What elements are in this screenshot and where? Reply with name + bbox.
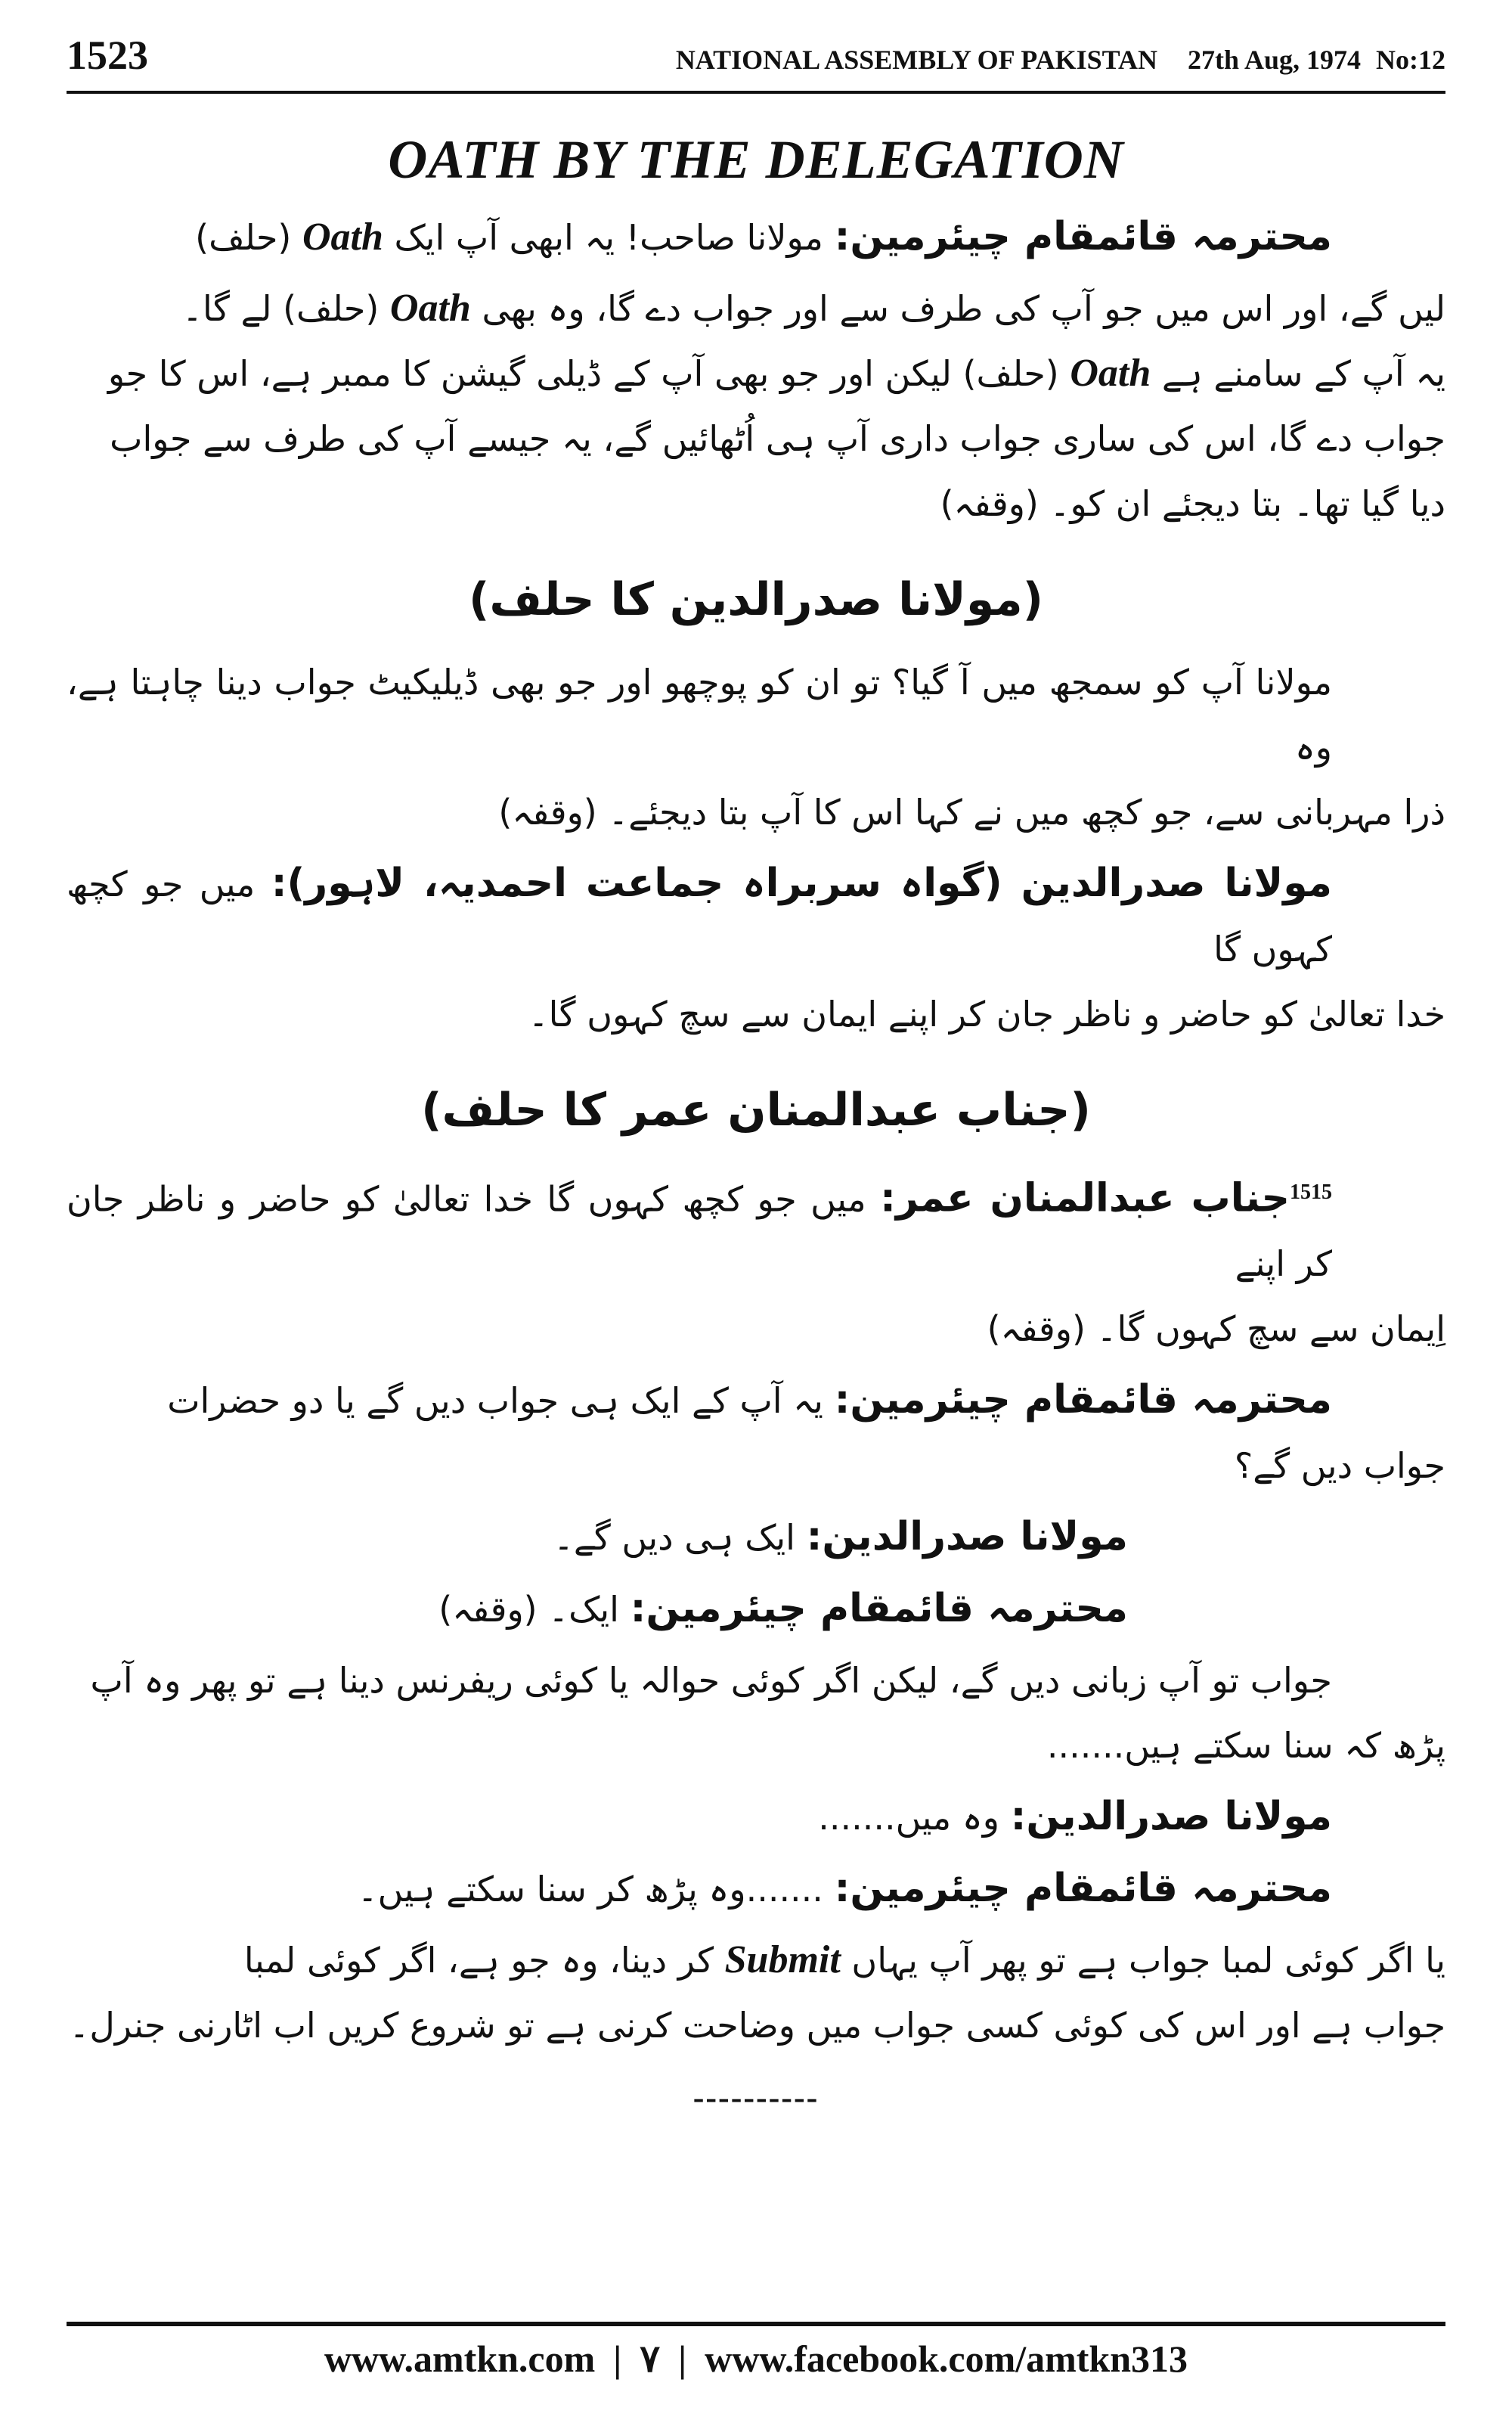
english-word-oath: Oath xyxy=(302,216,383,259)
section-heading: (جناب عبدالمنان عمر کا حلف) xyxy=(421,1084,1091,1137)
speaker-abdul-mannan: جناب عبدالمنان عمر: xyxy=(880,1175,1290,1221)
paragraph-oath-abdul-mannan xyxy=(67,1160,1445,1361)
english-word-oath: Oath xyxy=(389,287,471,330)
text-segment: میں جو کچھ کہوں گا xyxy=(67,864,1332,970)
header-info xyxy=(646,44,1445,76)
text-line: جواب تو آپ زبانی دیں گے، لیکن اگر کوئی حوالہ یا کوئی ریفرنس دینا ہے تو پھر وہ آپ xyxy=(90,1660,1332,1702)
page-title: OATH BY THE DELEGATION xyxy=(388,129,1124,190)
speaker-sadruddin: مولانا صدرالدین: xyxy=(806,1514,1128,1560)
page-number: 1523 xyxy=(67,33,148,78)
paragraph-oath-sadruddin xyxy=(67,851,1445,1047)
footnote-marker: 1515 xyxy=(1289,1181,1332,1204)
text-segment: میں جو کچھ کہوں گا خدا تعالیٰ کو حاضر و ناظر جان کر اپنے xyxy=(67,1178,1332,1285)
text-line: لیں گے، اور اس میں جو آپ کی طرف سے اور جواب دے گا، وہ بھی xyxy=(482,288,1445,329)
footer-page-mark: ۷ xyxy=(640,2338,661,2380)
text-line: مولانا آپ کو سمجھ میں آ گیا؟ تو ان کو پوچھو اور جو بھی ڈیلیکیٹ جواب دینا چاہتا ہے، وہ xyxy=(67,662,1332,768)
text-line: اِیمان سے سچ کہوں گا۔ (وقفہ) xyxy=(987,1308,1445,1350)
english-word-oath: Oath xyxy=(1070,352,1151,395)
section-separator: ---------- xyxy=(692,2079,820,2117)
speaker-chairman: محترمہ قائمقام چیئرمین: xyxy=(834,1377,1332,1423)
text-segment: کر دینا، وہ جو ہے، اگر کوئی لمبا xyxy=(243,1940,714,1981)
footer-facebook-link[interactable]: www.facebook.com/amtkn313 xyxy=(705,2338,1188,2380)
text-segment: .......وہ پڑھ کر سنا سکتے ہیں۔ xyxy=(357,1869,823,1910)
english-word-submit: Submit xyxy=(724,1938,841,1982)
text-segment: (حلف) لیکن اور جو بھی آپ کے ڈیلی گیشن کا ممبر ہے، اس کا جو xyxy=(107,353,1059,394)
text-segment: ایک ہی دیں گے۔ xyxy=(553,1517,795,1559)
text-line: خدا تعالیٰ کو حاضر و ناظر جان کر اپنے ایمان سے سچ کہوں گا۔ xyxy=(528,994,1445,1035)
text-segment: (حلف) لے گا۔ xyxy=(182,288,380,329)
text-line: پڑھ کہ سنا سکتے ہیں....... xyxy=(1046,1725,1445,1767)
text-segment: (حلف) xyxy=(195,217,292,258)
text-line: جواب دے گا، اس کی ساری جواب داری آپ ہی اُٹھائیں گے، یہ جیسے آپ کی طرف سے جواب xyxy=(110,418,1445,459)
footer-divider xyxy=(67,2322,1445,2326)
paragraph-instruction xyxy=(67,650,1445,845)
speaker-chairman: محترمہ قائمقام چیئرمین: xyxy=(834,1866,1332,1912)
paragraph-chairman-question xyxy=(67,1367,1445,1498)
text-line: دیا گیا تھا۔ بتا دیجئے ان کو۔ (وقفہ) xyxy=(940,483,1445,524)
paragraph-chairman-reference xyxy=(67,1648,1445,1778)
text-segment: ایک۔ (وقفہ) xyxy=(438,1589,619,1630)
paragraph-chairman-submit xyxy=(67,1928,1445,2058)
paragraph-chairman-continue xyxy=(67,1856,1445,1922)
header-date: 27th Aug, 1974 xyxy=(1187,45,1361,75)
footer-separator: | xyxy=(613,2338,622,2380)
text-line: ذرا مہربانی سے، جو کچھ میں نے کہا اس کا آپ بتا دیجئے۔ (وقفہ) xyxy=(498,792,1445,833)
text-segment: یا اگر کوئی لمبا جواب ہے تو پھر آپ یہاں xyxy=(851,1940,1445,1981)
text-line: جواب ہے اور اس کی کوئی کسی جواب میں وضاحت کرنی ہے تو شروع کریں اب اٹارنی جنرل۔ xyxy=(69,2005,1445,2046)
page-footer xyxy=(67,2337,1445,2397)
page-header xyxy=(67,30,1445,94)
issue-number: No:12 xyxy=(1376,45,1445,75)
footer-separator: | xyxy=(678,2338,687,2380)
text-segment: وہ میں....... xyxy=(818,1797,999,1838)
section-heading: (مولانا صدرالدین کا حلف) xyxy=(468,573,1044,626)
paragraph-sadruddin-reply xyxy=(67,1504,1445,1570)
speaker-chairman: محترمہ قائمقام چیئرمین: xyxy=(630,1586,1128,1632)
paragraph-chairman-reply xyxy=(67,1576,1445,1642)
text-segment: یہ آپ کے سامنے ہے xyxy=(1161,353,1445,394)
text-segment: مولانا صاحب! یہ ابھی آپ ایک xyxy=(394,217,823,258)
paragraph-sadruddin-interject xyxy=(67,1784,1445,1850)
document-body xyxy=(67,204,1445,2130)
paragraph-chairman-intro xyxy=(67,204,1445,270)
publication-name: NATIONAL ASSEMBLY OF PAKISTAN xyxy=(675,45,1157,75)
text-line: جواب دیں گے؟ xyxy=(1234,1445,1445,1487)
footer-website-link[interactable]: www.amtkn.com xyxy=(324,2338,596,2380)
text-segment: یہ آپ کے ایک ہی جواب دیں گے یا دو حضرات xyxy=(167,1380,823,1422)
speaker-sadruddin: مولانا صدرالدین (گواہ سربراہ جماعت احمدیہ، لاہور): xyxy=(271,861,1332,906)
speaker-sadruddin: مولانا صدرالدین: xyxy=(1010,1794,1332,1840)
paragraph-chairman-body xyxy=(67,276,1445,536)
speaker-chairman: محترمہ قائمقام چیئرمین: xyxy=(834,214,1332,259)
